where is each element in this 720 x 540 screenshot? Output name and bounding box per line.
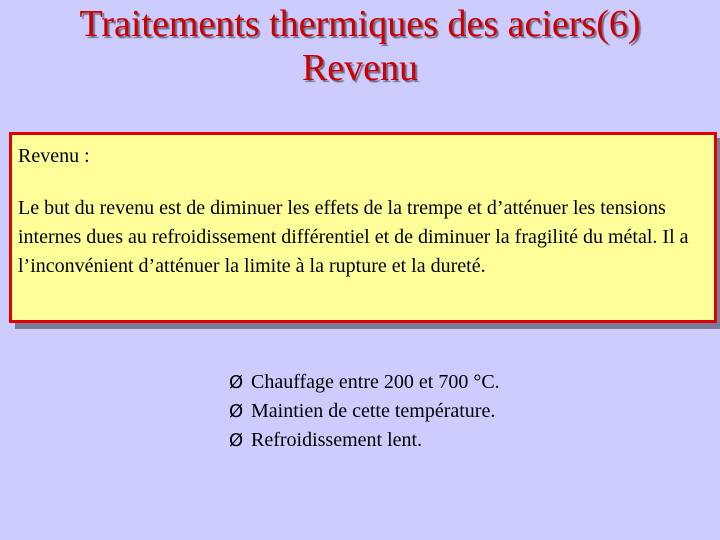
arrowhead-bullet-icon: Ø	[229, 372, 244, 393]
box-spacer	[18, 171, 708, 194]
bullet-list	[229, 368, 709, 455]
bullet-text: Chauffage entre 200 et 700 °C.	[251, 371, 500, 393]
definition-box	[9, 132, 717, 323]
box-body-text: Le but du revenu est de diminuer les effets de la trempe et d’atténuer les tensions internes dues au refroidissement différentiel et de diminuer la fragilité du métal. Il a l’inconvénient d’atténuer la limite à la rupture et la dureté.	[18, 197, 689, 277]
title-line-1: Traitements thermiques des aciers(6)	[79, 3, 641, 45]
bullet-item	[229, 368, 709, 397]
bullet-text: Maintien de cette température.	[251, 400, 496, 422]
slide-title	[0, 2, 720, 90]
bullet-text: Refroidissement lent.	[251, 429, 423, 451]
title-line-2: Revenu	[301, 47, 419, 89]
bullet-item	[229, 426, 709, 455]
bullet-item	[229, 397, 709, 426]
arrowhead-bullet-icon: Ø	[229, 430, 244, 451]
arrowhead-bullet-icon: Ø	[229, 401, 244, 422]
box-heading: Revenu :	[18, 145, 90, 167]
